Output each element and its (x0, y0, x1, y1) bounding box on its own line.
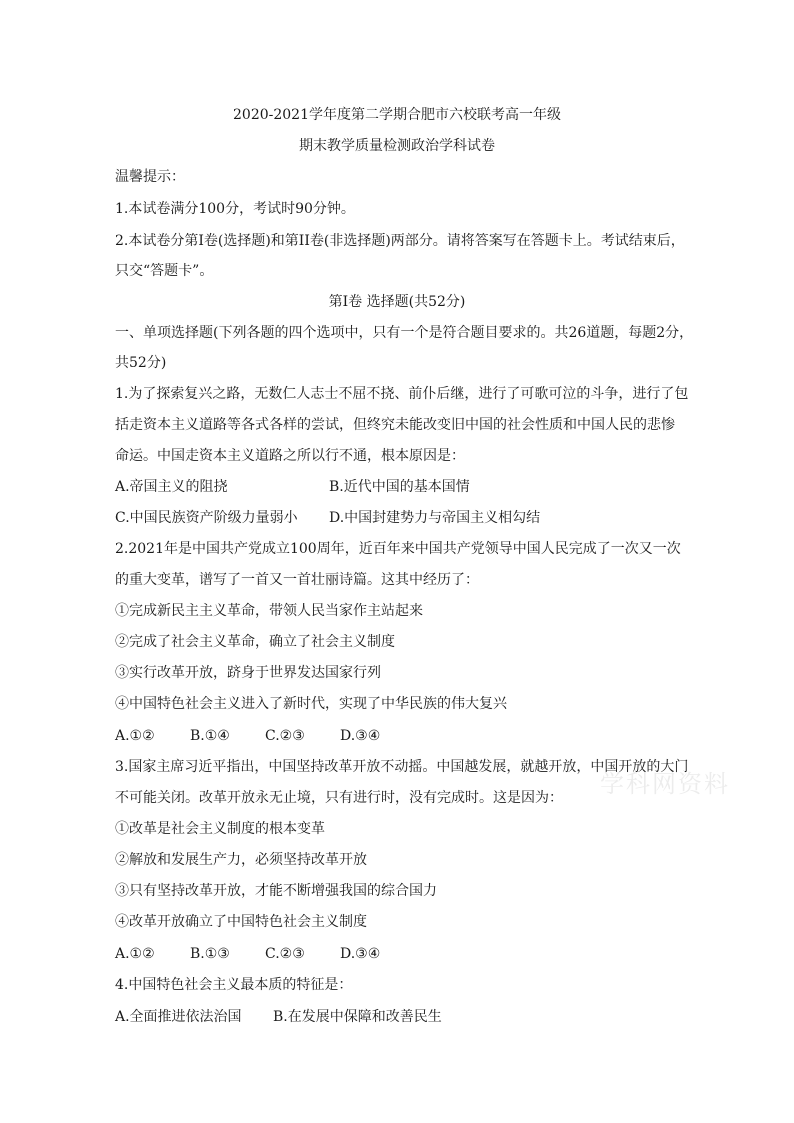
q2-item-1: ①完成新民主主义革命，带领人民当家作主站起来 (115, 603, 423, 619)
q2-item-2: ②完成了社会主义革命，确立了社会主义制度 (115, 634, 395, 650)
q1-option-b: B.近代中国的基本国情 (329, 479, 470, 495)
q3-item-4: ④改革开放确立了中国特色社会主义制度 (115, 914, 367, 930)
q1-option-d: D.中国封建势力与帝国主义相勾结 (329, 510, 541, 526)
q2-option-a: A.①② (115, 728, 155, 744)
q4-stem-line1: 4.中国特色社会主义最本质的特征是： (115, 977, 353, 993)
q1-stem-line2: 括走资本主义道路等各式各样的尝试，但终究未能改变旧中国的社会性质和中国人民的悲惨 (115, 417, 675, 433)
tips-heading: 温馨提示： (115, 169, 185, 185)
q3-option-c: C.②③ (265, 946, 305, 962)
q2-item-4: ④中国特色社会主义进入了新时代，实现了中华民族的伟大复兴 (115, 696, 507, 712)
q3-stem-line1: 3.国家主席习近平指出，中国坚持改革开放不动摇。中国越发展，就越开放，中国开放的大门 (115, 759, 689, 775)
q3-item-2: ②解放和发展生产力，必须坚持改革开放 (115, 852, 367, 868)
q1-stem-line1: 1.为了探索复兴之路，无数仁人志士不屈不挠、前仆后继，进行了可歌可泣的斗争，进行了包 (115, 386, 689, 402)
q3-option-d: D.③④ (340, 946, 381, 962)
q1-option-c: C.中国民族资产阶级力量弱小 (115, 510, 298, 526)
q3-option-b: B.①③ (190, 946, 230, 962)
section-instruction-line1: 一、单项选择题(下列各题的四个选项中，只有一个是符合题目要求的。共26道题，每题2分， (115, 325, 694, 341)
q3-item-1: ①改革是社会主义制度的根本变革 (115, 821, 325, 837)
q4-option-b: B.在发展中保障和改善民生 (273, 1009, 442, 1025)
q2-option-c: C.②③ (265, 728, 305, 744)
tips-item-2-line1: 2.本试卷分第I卷(选择题)和第II卷(非选择题)两部分。请将答案写在答题卡上。考试结束后， (115, 233, 685, 249)
exam-title-line1: 2020-2021学年度第二学期合肥市六校联考高一年级 (233, 107, 561, 123)
q2-stem-line2: 的重大变革，谱写了一首又一首壮丽诗篇。这其中经历了： (115, 572, 479, 588)
q4-option-a: A.全面推进依法治国 (115, 1009, 242, 1025)
q2-item-3: ③实行改革开放，跻身于世界发达国家行列 (115, 665, 381, 681)
q3-stem-line2: 不可能关闭。改革开放永无止境，只有进行时，没有完成时。这是因为： (115, 790, 563, 806)
watermark-text: 学科网资料 (600, 770, 730, 798)
tips-item-2-line2: 只交“答题卡”。 (115, 263, 214, 279)
q2-stem-line1: 2.2021年是中国共产党成立100周年，近百年来中国共产党领导中国人民完成了一次又一次 (115, 541, 681, 557)
q3-item-3: ③只有坚持改革开放，才能不断增强我国的综合国力 (115, 883, 437, 899)
section-instruction-line2: 共52分) (115, 355, 167, 371)
tips-item-1: 1.本试卷满分100分，考试时90分钟。 (115, 201, 355, 217)
exam-title-line2: 期末教学质量检测政治学科试卷 (299, 138, 495, 154)
q2-option-d: D.③④ (340, 728, 381, 744)
q3-option-a: A.①② (115, 946, 155, 962)
q2-option-b: B.①④ (190, 728, 230, 744)
section-title: 第I卷 选择题(共52分) (328, 294, 466, 310)
q1-option-a: A.帝国主义的阻挠 (115, 479, 228, 495)
q1-stem-line3: 命运。中国走资本主义道路之所以行不通，根本原因是： (115, 448, 465, 464)
